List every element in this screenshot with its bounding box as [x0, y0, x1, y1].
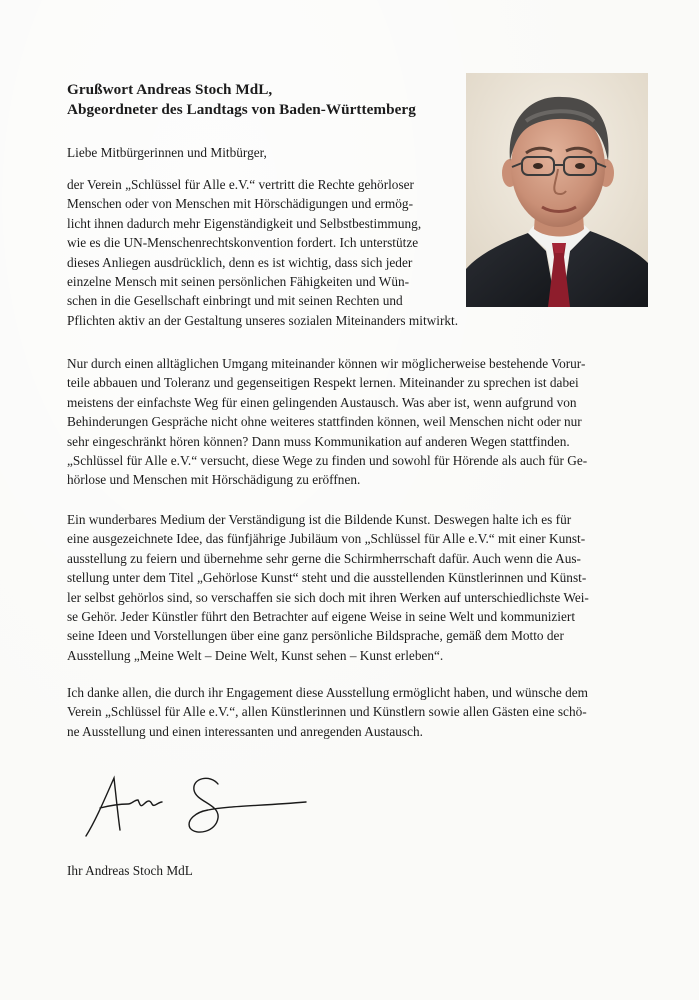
handwritten-signature [78, 770, 318, 850]
text-line: Behinderungen Gespräche nicht ohne weiteres stattfinden können, weil Menschen nicht oder nur [67, 414, 582, 430]
letter-heading [67, 80, 467, 120]
text-line: eine ausgezeichnete Idee, das fünfjährige Jubiläum von „Schlüssel für Alle e.V.“ mit einer Kunst- [67, 531, 586, 547]
text-line: ausstellung zu feiern und übernehme sehr gerne die Schirmherrschaft dafür. Auch wenn die Aus- [67, 550, 581, 566]
text-line: licht ihnen dadurch mehr Eigenständigkeit und Selbstbestimmung, [67, 215, 422, 231]
text-line: teile abbauen und Toleranz und gegenseitigen Respekt lernen. Miteinander zu sprechen ist dabei [67, 375, 579, 391]
paragraph-3 [67, 510, 589, 665]
text-line: hörlose und Menschen mit Hörschädigung zu eröffnen. [67, 472, 361, 488]
text-line: stellung unter dem Titel „Gehörlose Kunst“ steht und die ausstellenden Künstlerinnen und Künst- [67, 570, 587, 586]
text-line: sehr eingeschränkt hören können? Dann muss Kommunikation auf anderen Wegen stattfinden. [67, 433, 570, 449]
paragraph-2 [67, 354, 587, 490]
text-line: schen in die Gesellschaft einbringt und mit seinen Rechten und [67, 293, 403, 309]
text-line: meistens der einfachste Weg für einen gelingenden Austausch. Was aber ist, wenn aufgrund von [67, 394, 577, 410]
text-line: Verein „Schlüssel für Alle e.V.“, allen Künstlerinnen und Künstlern sowie allen Gästen eine schö- [67, 704, 587, 720]
paragraph-4 [67, 683, 588, 741]
text-line: se Gehör. Jeder Künstler führt den Betrachter auf eigene Weise in seine Welt und kommuniziert [67, 608, 576, 624]
text-line: ler selbst gehörlos sind, so verschaffen sie sich doch mit ihren Werken auf unterschiedlichste Wei- [67, 589, 589, 605]
text-line: Menschen oder von Menschen mit Hörschädigungen und ermög- [67, 196, 414, 212]
text-line: einzelne Mensch mit seinen persönlichen Fähigkeiten und Wün- [67, 273, 410, 289]
text-line: dieses Anliegen ausdrücklich, denn es ist wichtig, dass sich jeder [67, 254, 413, 270]
heading-title: Grußwort Andreas Stoch MdL, [67, 81, 273, 98]
portrait-photo [466, 73, 648, 307]
text-line: ne Ausstellung und einen interessanten und anregenden Austausch. [67, 723, 423, 739]
paragraph-1 [67, 175, 458, 330]
text-line: Nur durch einen alltäglichen Umgang miteinander können wir möglicherweise bestehende Vorur- [67, 356, 586, 371]
signoff-name: Ihr Andreas Stoch MdL [67, 863, 193, 878]
text-line: seine Ideen und Vorstellungen über eine ganz persönliche Bildsprache, gemäß dem Motto der [67, 628, 564, 644]
text-line: Ausstellung „Meine Welt – Deine Welt, Kunst sehen – Kunst erleben“. [67, 647, 444, 663]
text-line: wie es die UN-Menschenrechtskonvention fordert. Ich unterstütze [67, 235, 419, 251]
text-line: der Verein „Schlüssel für Alle e.V.“ vertritt die Rechte gehörloser [67, 177, 414, 192]
salutation: Liebe Mitbürgerinnen und Mitbürger, [67, 145, 267, 160]
text-line: „Schlüssel für Alle e.V.“ versucht, diese Wege zu finden und sowohl für Hörende als auch für Ge- [67, 452, 588, 468]
text-line: Ein wunderbares Medium der Verständigung ist die Bildende Kunst. Deswegen halte ich es für [67, 512, 572, 527]
text-line: Pflichten aktiv an der Gestaltung unseres sozialen Miteinanders mitwirkt. [67, 312, 459, 328]
heading-subtitle: Abgeordneter des Landtags von Baden-Württemberg [67, 101, 416, 118]
text-line: Ich danke allen, die durch ihr Engagement diese Ausstellung ermöglicht haben, und wünsche dem [67, 685, 589, 700]
